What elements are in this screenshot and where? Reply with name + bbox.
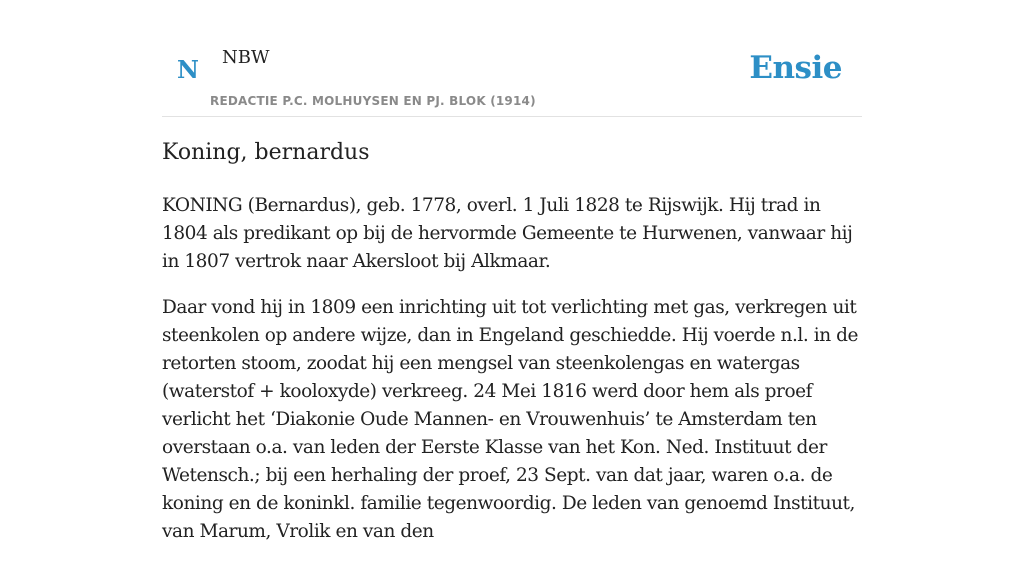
header [162, 0, 862, 117]
article-paragraph: Daar vond hij in 1809 een inrichting uit tot verlichting met gas, verkregen uit steenkolen op andere wijze, dan in Engeland geschiedde. Hij voerde n.l. in de retorten stoom, zoodat hij een mengsel van steenkolengas en watergas (waterstof + kooloxyde) verkreeg. 24 Mei 1816 werd door hem als proef verlicht het ‘Diakonie Oude Mannen- en Vrouwenhuis’ te Amsterdam ten overstaan o.a. van leden der Eerste Klasse van het Kon. Ned. Instituut der Wetensch.; bij een herhaling der proef, 23 Sept. van dat jaar, waren o.a. de koning en de koninkl. familie tegenwoordig. De leden van genoemd Instituut, van Marum, Vrolik en van den [162, 297, 859, 542]
article-title: Koning, bernardus [162, 140, 370, 165]
source-subtitle: REDACTIE P.C. MOLHUYSEN EN PJ. BLOK (1914) [210, 94, 536, 108]
ensie-logo-link[interactable]: Ensie [749, 50, 842, 86]
article-body [162, 192, 864, 564]
article-paragraph: KONING (Bernardus), geb. 1778, overl. 1 Juli 1828 te Rijswijk. Hij trad in 1804 als predikant op bij de hervormde Gemeente te Hurwenen, vanwaar hij in 1807 vertrok naar Akersloot bij Alkmaar. [162, 195, 853, 272]
source-name: NBW [222, 47, 270, 68]
source-logo-link[interactable]: N [177, 55, 199, 84]
